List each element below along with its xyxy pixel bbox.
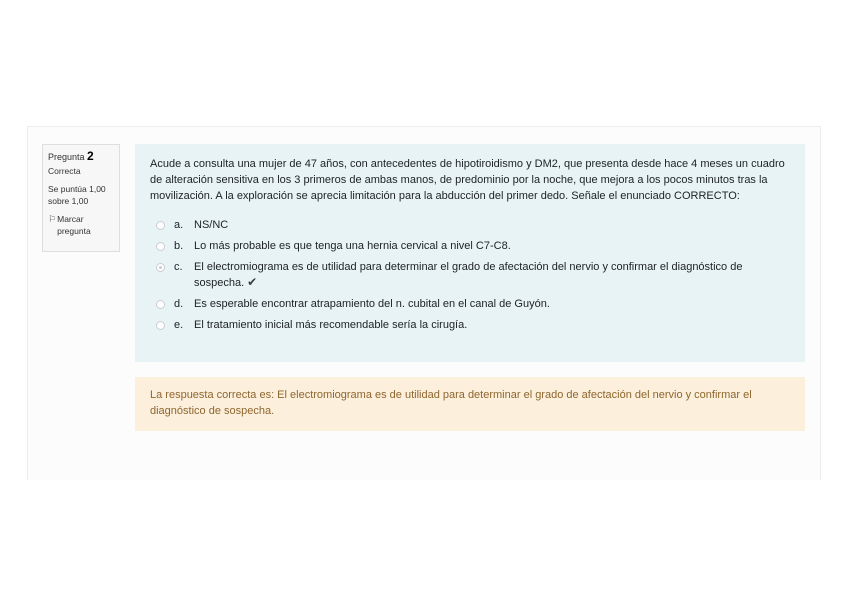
option-text: El tratamiento inicial más recomendable sería la cirugía. (194, 319, 468, 331)
answer-option-d[interactable] (150, 297, 790, 312)
correct-answer-feedback (135, 377, 805, 431)
flag-label[interactable]: Marcar pregunta (57, 214, 91, 236)
question-state: Correcta (48, 166, 81, 176)
question-text: Acude a consulta una mujer de 47 años, con antecedentes de hipotiroidismo y DM2, que presenta desde hace 4 meses un cuadro de alteración sensitiva en los 3 primeros de ambas manos, de predominio por la noche, que mejora a los pocos minutos tras la movilización. A la exploración se aprecia limitación para la abducción del primer dedo. Señale el enunciado CORRECTO: (150, 158, 785, 202)
option-letter: e. (174, 319, 184, 331)
option-text (194, 260, 790, 291)
option-text: NS/NC (194, 219, 229, 231)
question-card (27, 126, 821, 480)
answer-option-a[interactable] (150, 218, 790, 233)
option-letter: d. (174, 298, 184, 310)
option-text: Lo más probable es que tenga una hernia cervical a nivel C7-C8. (194, 240, 511, 252)
question-number-line (48, 150, 114, 163)
question-label: Pregunta (48, 152, 85, 162)
option-text-content: El electromiograma es de utilidad para determinar el grado de afectación del nervio y confirmar el diagnóstico de sospecha. (194, 261, 743, 289)
answer-option-c[interactable] (150, 260, 790, 291)
question-info-panel (42, 144, 120, 252)
answer-option-e[interactable] (150, 318, 790, 333)
option-text: Es esperable encontrar atrapamiento del n. cubital en el canal de Guyón. (194, 298, 550, 310)
question-grade: Se puntúa 1,00 sobre 1,00 (48, 184, 106, 206)
answer-option-b[interactable] (150, 239, 790, 254)
flag-question-link[interactable] (48, 213, 114, 237)
option-letter: a. (174, 219, 184, 231)
feedback-text: La respuesta correcta es: El electromiograma es de utilidad para determinar el grado de afectación del nervio y confirmar el diagnóstico de sospecha. (150, 389, 752, 417)
option-letter: b. (174, 240, 184, 252)
question-formulation (135, 144, 805, 362)
radio-button[interactable] (156, 321, 165, 330)
radio-button[interactable] (156, 242, 165, 251)
option-letter: c. (174, 261, 183, 273)
radio-button-selected[interactable] (156, 263, 165, 272)
radio-button[interactable] (156, 300, 165, 309)
answer-options (150, 218, 790, 333)
question-number: 2 (87, 149, 94, 163)
flag-icon[interactable]: ⚐ (48, 214, 57, 224)
radio-button[interactable] (156, 221, 165, 230)
check-icon: ✔ (247, 275, 258, 289)
